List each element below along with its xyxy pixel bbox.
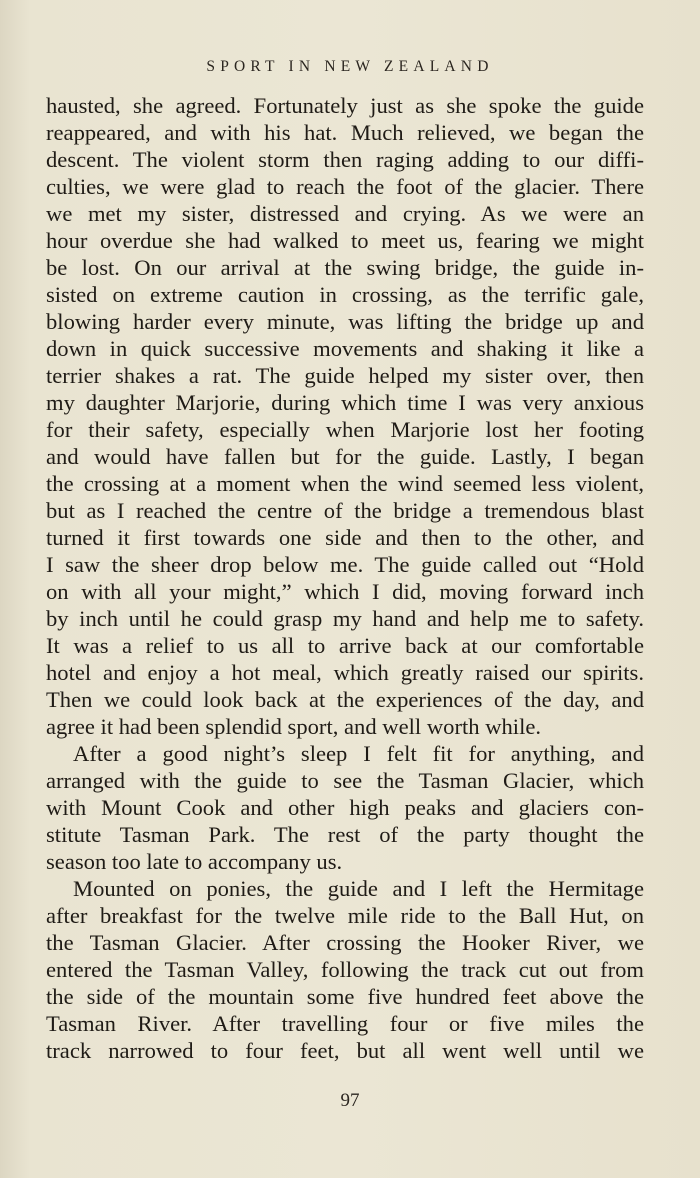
text-line: hausted, she agreed. Fortunately just as she spoke the guide: [46, 93, 644, 118]
text-line: sisted on extreme caution in crossing, as the terrific gale,: [46, 282, 644, 307]
text-line: blowing harder every minute, was lifting the bridge up and: [46, 309, 644, 334]
text-line: the side of the mountain some five hundred feet above the: [46, 984, 644, 1009]
text-line: entered the Tasman Valley, following the track cut out from: [46, 957, 644, 982]
text-line: after breakfast for the twelve mile ride to the Ball Hut, on: [46, 903, 644, 928]
text-line: descent. The violent storm then raging adding to our diffi-: [46, 147, 644, 172]
text-line: Tasman River. After travelling four or five miles the: [46, 1011, 644, 1036]
text-line: hour overdue she had walked to meet us, fearing we might: [46, 228, 644, 253]
text-line: my daughter Marjorie, during which time I was very anxious: [46, 390, 644, 415]
text-line: terrier shakes a rat. The guide helped my sister over, then: [46, 363, 644, 388]
body-text: [46, 92, 644, 1064]
text-line: track narrowed to four feet, but all went well until we: [46, 1038, 644, 1063]
text-line: the crossing at a moment when the wind seemed less violent,: [46, 471, 644, 496]
text-line: by inch until he could grasp my hand and help me to safety.: [46, 606, 644, 631]
text-line: but as I reached the centre of the bridge a tremendous blast: [46, 498, 644, 523]
text-line: for their safety, especially when Marjorie lost her footing: [46, 417, 644, 442]
text-line: agree it had been splendid sport, and well worth while.: [46, 714, 542, 739]
text-line: down in quick successive movements and shaking it like a: [46, 336, 644, 361]
text-line: culties, we were glad to reach the foot of the glacier. There: [46, 174, 644, 199]
text-line: the Tasman Glacier. After crossing the Hooker River, we: [46, 930, 644, 955]
text-line: hotel and enjoy a hot meal, which greatly raised our spirits.: [46, 660, 644, 685]
page-number: 97: [340, 1090, 360, 1111]
text-line: It was a relief to us all to arrive back at our comfortable: [46, 633, 644, 658]
text-line: we met my sister, distressed and crying. As we were an: [46, 201, 644, 226]
text-line: and would have fallen but for the guide. Lastly, I began: [46, 444, 644, 469]
text-line: with Mount Cook and other high peaks and glaciers con-: [46, 795, 644, 820]
text-line: I saw the sheer drop below me. The guide called out “Hold: [46, 552, 644, 577]
text-line: After a good night’s sleep I felt fit for anything, and: [73, 741, 644, 766]
text-line: on with all your might,” which I did, moving forward inch: [46, 579, 644, 604]
text-line: arranged with the guide to see the Tasman Glacier, which: [46, 768, 644, 793]
text-line: Mounted on ponies, the guide and I left the Hermitage: [73, 876, 644, 901]
text-line: be lost. On our arrival at the swing bridge, the guide in-: [46, 255, 644, 280]
text-line: stitute Tasman Park. The rest of the party thought the: [46, 822, 644, 847]
text-line: Then we could look back at the experiences of the day, and: [46, 687, 644, 712]
text-line: turned it first towards one side and then to the other, and: [46, 525, 644, 550]
text-line: reappeared, and with his hat. Much relieved, we began the: [46, 120, 644, 145]
text-line: season too late to accompany us.: [46, 849, 343, 874]
running-head: SPORT IN NEW ZEALAND: [206, 58, 494, 75]
